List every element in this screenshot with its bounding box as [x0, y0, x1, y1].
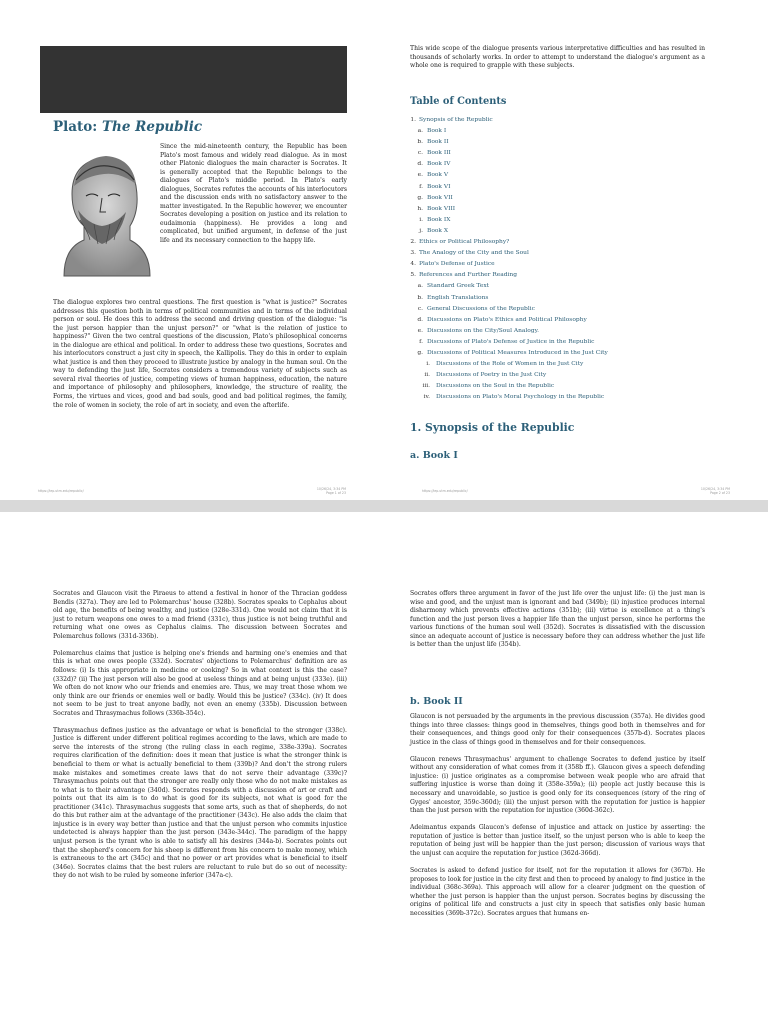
toc-item-marker: c. [417, 305, 423, 312]
toc-item-link[interactable]: Plato's Defense of Justice [419, 261, 495, 268]
toc-item-marker: a. [417, 283, 423, 290]
toc-item-marker: f. [419, 183, 423, 190]
toc-item-link[interactable]: Book I [427, 128, 447, 135]
toc-item-marker: g. [417, 349, 423, 356]
page-3 [0, 512, 384, 1024]
toc-item-link[interactable]: Standard Greek Text [427, 283, 490, 290]
toc-item-link[interactable]: Discussions on Plato's Moral Psychology in the Republic [436, 394, 605, 401]
body-paragraph: Socrates offers three argument in favor of the just life over the unjust life: (i) the just man is wise and good, and the unjust man is ignorant and bad (349b); (ii) injustice produces internal disharmony which prevents effective actions (351b); (iii) virtue is excellence at a thing's function and the just person lives a happier life than the unjust person, since he performs the various functions of the human soul well (352d). Socrates is dissatisfied with the discussion since an adequate account of justice is necessary before they can address whether the just life is better than the unjust life (354b). [410, 590, 705, 649]
toc-item[interactable] [410, 148, 710, 159]
toc-item-marker: ii. [424, 372, 430, 379]
toc-item[interactable] [410, 270, 710, 281]
paragraph: Adeimantus expands Glaucon's defense of injustice and attack on justice by asserting: the reputation of justice is better than justice itself, so the unjust person who is able to keep the reputation of being just will be happier than the just person; discussion of various ways that the unjust can acquire the reputation for justice (362d-366d). [410, 824, 705, 857]
toc-item-marker: 5. [410, 272, 416, 279]
toc-item-link[interactable]: English Translations [427, 294, 489, 301]
toc-item-marker: j. [419, 227, 423, 234]
toc-item-link[interactable]: Ethics or Political Philosophy? [419, 239, 510, 246]
paragraph: Polemarchus claims that justice is helping one's friends and harming one's enemies and that this is what one owes people (332d). Socrates' objections to Polemarchus' definition are as follows: (i) Is this appropriate in medicine or cooking? So in what context is this the case? (332d)? (ii) The just person will also be good at useless things and at being unjust (333e). (iii) We often do not know who our friends and enemies are. Thus, we may treat those whom we only think are our friends or enemies well or badly. Would this be justice? (334c). (iv) It does not seem to be just to treat anyone badly, not even an enemy (335b). Discussion between Socrates and Thrasymachus follows (336b-354c). [53, 649, 347, 717]
section-heading-book-2: b. Book II [410, 696, 463, 707]
toc-item-link[interactable]: Discussions of Political Measures Introduced in the Just City [427, 349, 608, 356]
toc-item[interactable] [410, 226, 710, 237]
toc-item-marker: 2. [410, 239, 416, 246]
toc-item-marker: h. [417, 205, 423, 212]
toc-item-marker: d. [417, 161, 423, 168]
toc-item[interactable] [410, 392, 710, 403]
intro-paragraph: This wide scope of the dialogue presents various interpretative difficulties and has resulted in thousands of scholarly works. In order to attempt to understand the dialogue's argument as a whole one is required to grapple with these subjects. [410, 45, 705, 70]
toc-item[interactable] [410, 170, 710, 181]
toc-item[interactable] [410, 359, 710, 370]
section-heading-book-1: a. Book I [410, 450, 458, 461]
body-text [53, 590, 347, 889]
toc-item-marker: b. [417, 139, 423, 146]
toc-item-link[interactable]: Discussions on the Soul in the Republic [436, 383, 555, 390]
toc-item[interactable] [410, 348, 710, 359]
toc-item-marker: f. [419, 338, 423, 345]
page-1: Plato: The Republic Since the mid-nineteenth century, the Republic has been Plato's most famous and widely read dialogue. As in most other Platonic dialogues the main character is Socrates. It is generally accepted that the Republic belongs to the dialogues of Plato's middle period. In Plato's early dialogues, Socrates refutes the accounts of his interlocutors and the discussion ends with no satisfactory answer to the matter investigated. In the Republic however, we encounter Socrates developing a position on justice and its relation to eudaimonia (happiness). He provides a long and complicated, but unified argument, in defense of the just life and its necessary connection to the happy life. The dialogue explores two central questions. The first question is "what is justice?" Socrates addresses this question both in terms of political communities and in terms of the individual person or soul. He does this to address the second and driving question of the dialogue: "is the just person happier than the unjust person?" or "what is the relation of justice to happiness?" Given the two central questions of the discussion, Plato's philosophical concerns in the dialogue are ethical and political. In order to address these two questions, Socrates and his interlocutors construct a just city in speech, the Kallipolis. They do this in order to explain what justice is and then they proceed to illustrate justice by analogy in the human soul. On the way to defending the just life, Socrates considers a tremendous variety of subjects such as several rival theories of justice, competing views of human happiness, education, the nature and importance of philosophy and philosophers, knowledge, the structure of reality, the Forms, the virtues and vices, good and bad souls, good and bad political regimes, the family, the role of women in society, the role of art in society, and even the afterlife. https://iep.utm.edu/republic/ 10/26/24, 3:34 PM Page 1 of 23 [0, 0, 384, 500]
toc-item-marker: i. [419, 216, 423, 223]
toc-item[interactable] [410, 370, 710, 381]
toc-item-link[interactable]: General Discussions of the Republic [427, 305, 535, 312]
body-text [410, 713, 705, 927]
toc-item-marker: d. [417, 316, 423, 323]
toc-item-link[interactable]: Book IX [427, 216, 451, 223]
toc-item-link[interactable]: Book V [427, 172, 449, 179]
toc-item[interactable] [410, 137, 710, 148]
page-4 [384, 512, 768, 1024]
toc-item[interactable] [410, 204, 710, 215]
section-heading-synopsis: 1. Synopsis of the Republic [410, 421, 575, 434]
toc-item-marker: g. [417, 194, 423, 201]
toc-item-link[interactable]: Discussions on Plato's Ethics and Political Philosophy [427, 316, 587, 323]
toc-item-marker: a. [417, 128, 423, 135]
toc-item-link[interactable]: Book VIII [427, 205, 456, 212]
toc-item[interactable] [410, 293, 710, 304]
toc-heading: Table of Contents [410, 96, 507, 107]
toc-item[interactable] [410, 126, 710, 137]
paragraph: Socrates and Glaucon visit the Piraeus to attend a festival in honor of the Thracian goddess Bendis (327a). They are led to Polemarchus' house (328b). Socrates speaks to Cephalus about old age, the benefits of being wealthy, and justice (328e-331d). One would not claim that it is just to return weapons one owes to a mad friend (331c), thus justice is not being truthful and returning what one owes as Cephalus claims. The discussion between Socrates and Polemarchus follows (331d-336b). [53, 590, 347, 640]
toc-item-marker: b. [417, 294, 423, 301]
body-paragraph: The dialogue explores two central questions. The first question is "what is justice?" Socrates addresses this question both in terms of political communities and in terms of the individual person or soul. He does this to address the second and driving question of the dialogue: "is the just person happier than the unjust person?" or "what is the relation of justice to happiness?" Given the two central questions of the discussion, Plato's philosophical concerns in the dialogue are ethical and political. In order to address these two questions, Socrates and his interlocutors construct a just city in speech, the Kallipolis. They do this in order to explain what justice is and then they proceed to illustrate justice by analogy in the human soul. On the way to defending the just life, Socrates considers a tremendous variety of subjects such as several rival theories of justice, competing views of human happiness, education, the nature and importance of philosophy and philosophers, knowledge, the structure of reality, the Forms, the virtues and vices, good and bad souls, good and bad political regimes, the family, the role of women in society, the role of art in society, and even the afterlife. [53, 299, 347, 409]
paragraph: Glaucon renews Thrasymachus' argument to challenge Socrates to defend justice by itself without any consideration of what comes from it (358b ff.). Glaucon gives a speech defending injustice: (i) justice originates as a compromise between weak people who are afraid that suffering injustice is worse than doing it (358e-359a); (ii) people act justly because this is necessary and unavoidable, so justice is good only for its consequences (story of the ring of Gyges' ancestor, 359c-360d); (iii) the unjust person with the reputation for justice is happier than the just person with the reputation for injustice (360d-362c). [410, 755, 705, 815]
paragraph: Glaucon is not persuaded by the arguments in the previous discussion (357a). He divides good things into three classes: things good in themselves, things good both in themselves and for their consequences, and things good only for their consequences (357b-d). Socrates places justice in the class of things good in themselves and for their consequences. [410, 713, 705, 746]
toc-item-link[interactable]: Discussions of the Role of Women in the Just City [436, 361, 584, 368]
toc-item-marker: i. [426, 361, 430, 368]
toc-item-link[interactable]: Book X [427, 227, 449, 234]
page-2: This wide scope of the dialogue presents various interpretative difficulties and has resulted in thousands of scholarly works. In order to attempt to understand the dialogue's argument as a whole one is required to grapple with these subjects. Table of Contents 1. Synopsis of the Republic a. Book I b. Book II c. Book III d. Book IV e. Book V f. Book VI g. Book VII h. Book VIII i. Book IX j. Book X 2. Ethics or Political Philosophy? 3. The Analogy of the City and the Soul 4. Plato's Defense of Justice 5. References and Further Reading a. Standard Greek Text b. English Translations c. General Discussions of the Republic d. Discussions on Plato's Ethics and Political Philosophy e. Discussions on the City/Soul Analogy. f. Discussions of Plato's Defense of Justice in the Republic g. Discussions of Political Measures Introduced in the Just City i. Discussions of the Role of Women in the Just City ii. Discussions of Poetry in the Just City iii. Discussions on the Soul in the Republic iv. Discussions on Plato's Moral Psychology in the Republic 1. Synopsis of the Republic a. Book I https://iep.utm.edu/republic/ 10/26/24, 3:34 PM Page 2 of 23 [384, 0, 768, 500]
toc-item-link[interactable]: Synopsis of the Republic [419, 117, 493, 123]
toc-item[interactable] [410, 248, 710, 259]
toc-item[interactable] [410, 326, 710, 337]
toc-item-marker: iii. [422, 383, 430, 390]
toc-item[interactable] [410, 115, 710, 126]
toc-item[interactable] [410, 259, 710, 270]
toc-item[interactable] [410, 159, 710, 170]
toc-item-marker: e. [417, 327, 423, 334]
toc-item-marker: 3. [410, 250, 416, 257]
toc-item[interactable] [410, 237, 710, 248]
toc-item-marker: c. [417, 150, 423, 157]
toc-item-marker: e. [417, 172, 423, 179]
toc-item-link[interactable]: Discussions of Poetry in the Just City [436, 372, 547, 379]
toc-item[interactable] [410, 193, 710, 204]
toc-item-link[interactable]: Book III [427, 150, 451, 157]
paragraph: Thrasymachus defines justice as the advantage or what is beneficial to the stronger (338c). Justice is different under different political regimes according to the laws, which are made to serve the interests of the strong (the ruling class in each regime, 338e-339a). Socrates requires clarification of the definition: does it mean that justice is what the stronger think is beneficial to them or what is actually beneficial to them (339b)? And don't the strong rulers make mistakes and sometimes create laws that do not serve their advantage (339c)? Thrasymachus points out that the stronger are really only those who do not make mistakes as to what is to their advantage (340d). Socrates responds with a discussion of art or craft and points out that its aim is to do what is good for its subjects, not what is good for the practitioner (341c). Thrasymachus suggests that some arts, such as that of shepherds, do not do this but rather aim at the advantage of the practitioner (343c). He also adds the claim that injustice is in every way better than justice and that the unjust person who commits injustice undetected is always happier than the just person (343e-344c). The paradigm of the happy unjust person is the tyrant who is able to satisfy all his desires (344a-b). Socrates points out that the shepherd's concern for his sheep is different from his concern to make money, which is extraneous to the art (345c) and that no power or art provides what is beneficial to itself (346e). Socrates claims that the best rulers are reluctant to rule but do so out of necessity: they do not wish to be ruled by someone inferior (347a-c). [53, 726, 347, 880]
article-title: Plato: The Republic [53, 119, 203, 135]
toc-item[interactable] [410, 215, 710, 226]
intro-paragraph: Since the mid-nineteenth century, the Republic has been Plato's most famous and widely read dialogue. As in most other Platonic dialogues the main character is Socrates. It is generally accepted that the Republic belongs to the dialogues of Plato's middle period. In Plato's early dialogues, Socrates refutes the accounts of his interlocutors and the discussion ends with no satisfactory answer to the matter investigated. In the Republic however, we encounter Socrates developing a position on justice and its relation to eudaimonia (happiness). He provides a long and complicated, but unified argument, in defense of the just life and its necessary connection to the happy life. [160, 143, 347, 245]
toc-item[interactable] [410, 381, 710, 392]
toc-item[interactable] [410, 315, 710, 326]
toc-item-marker: iv. [423, 394, 430, 401]
toc-item-marker: 4. [410, 261, 416, 268]
toc-item-link[interactable]: Book II [427, 139, 449, 146]
toc-item-marker: 1. [410, 117, 416, 123]
toc-item-link[interactable]: Book IV [427, 161, 451, 168]
table-of-contents [410, 115, 710, 403]
toc-item[interactable] [410, 337, 710, 348]
toc-item[interactable] [410, 182, 710, 193]
toc-item-link[interactable]: References and Further Reading [419, 272, 517, 279]
toc-item-link[interactable]: Discussions on the City/Soul Analogy. [427, 327, 540, 334]
paragraph: Socrates is asked to defend justice for itself, not for the reputation it allows for (367b). He proposes to look for justice in the city first and then to proceed by analogy to find justice in the individual (368c-369a). This approach will allow for a clearer judgment on the question of whether the just person is happier than the unjust person. Socrates begins by discussing the origins of political life and constructs a just city in speech that satisfies only basic human necessities (369b-372c). Socrates argues that humans en- [410, 866, 705, 917]
header-banner [40, 46, 347, 113]
toc-item-link[interactable]: Discussions of Plato's Defense of Justice in the Republic [427, 338, 595, 345]
toc-item-link[interactable]: The Analogy of the City and the Soul [419, 250, 529, 257]
toc-item-link[interactable]: Book VI [427, 183, 451, 190]
toc-item[interactable] [410, 281, 710, 292]
toc-item[interactable] [410, 304, 710, 315]
toc-item-link[interactable]: Book VII [427, 194, 453, 201]
